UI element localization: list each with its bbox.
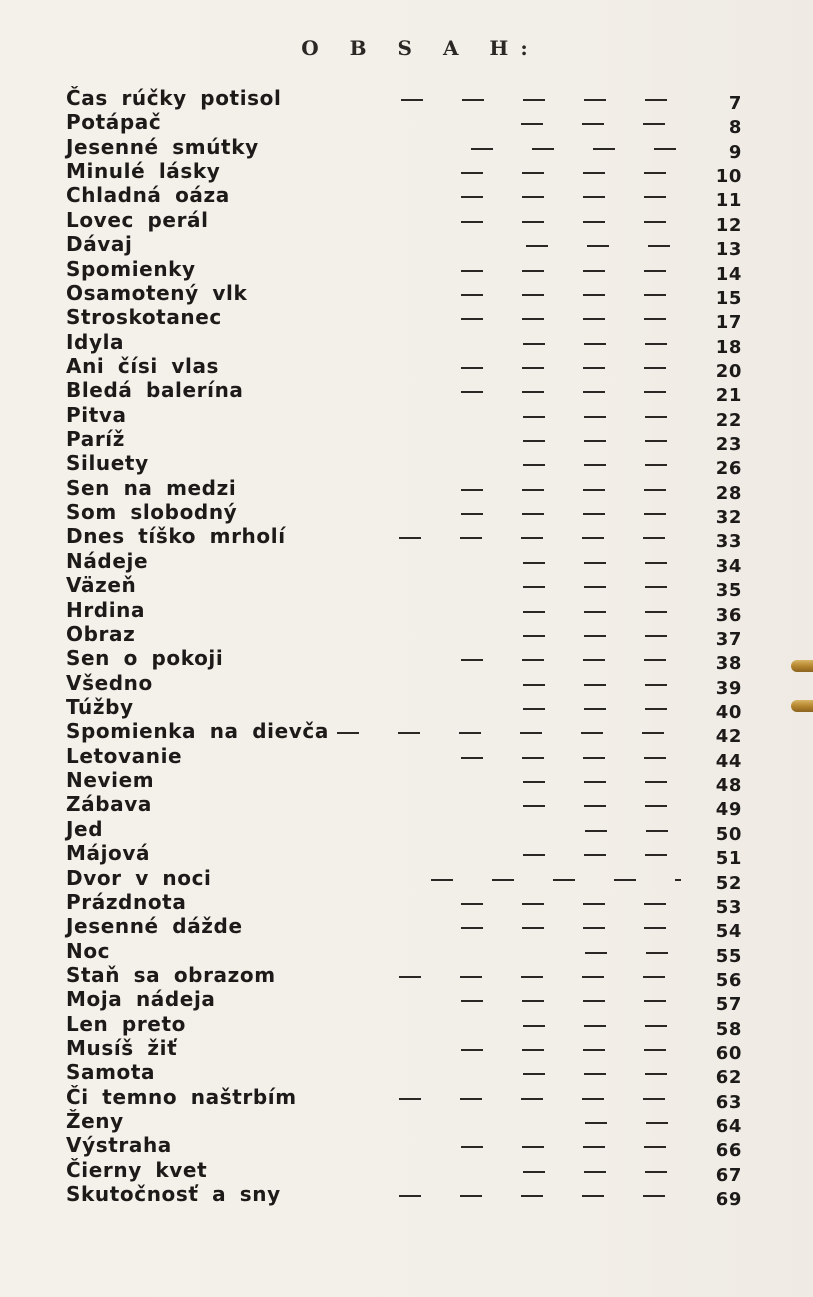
toc-leader-dashes	[401, 99, 681, 101]
toc-entry-title: Spomienka na dievča	[66, 719, 329, 744]
toc-entry	[66, 500, 756, 529]
toc-leader-dashes	[523, 416, 681, 418]
toc-entry-title: Idyla	[66, 329, 125, 354]
toc-entry-page-number: 49	[715, 799, 742, 821]
toc-entry-page-number: 53	[715, 896, 742, 918]
toc-entry	[66, 86, 756, 114]
toc-leader-dashes	[337, 732, 681, 734]
toc-entry-page-number: 10	[715, 166, 742, 188]
toc-entry-title: Dvor v noci	[66, 865, 212, 890]
toc-entry	[66, 694, 756, 723]
toc-entry	[66, 1182, 756, 1211]
toc-entry	[66, 646, 756, 675]
toc-entry-title: Noc	[66, 938, 111, 963]
toc-entry-title: Dnes tíško mrholí	[66, 524, 286, 549]
toc-entry-title: Osamotený vlk	[66, 280, 248, 305]
toc-entry	[66, 573, 756, 602]
toc-entry	[66, 962, 756, 991]
toc-entry-page-number: 33	[715, 531, 742, 553]
toc-entry-page-number: 8	[728, 117, 742, 139]
toc-leader-dashes	[585, 830, 681, 832]
toc-entry	[66, 110, 756, 139]
toc-entry-title: Stroskotanec	[66, 305, 222, 330]
toc-leader-dashes	[523, 708, 681, 710]
toc-entry-page-number: 58	[715, 1018, 742, 1040]
toc-entry	[66, 792, 756, 821]
toc-entry-page-number: 18	[715, 336, 742, 358]
toc-entry-title: Zábava	[66, 792, 152, 817]
toc-entry-page-number: 64	[715, 1116, 742, 1138]
toc-leader-dashes	[461, 1049, 681, 1051]
toc-entry	[66, 353, 756, 382]
toc-leader-dashes	[523, 781, 681, 783]
toc-entry-page-number: 14	[715, 263, 742, 285]
toc-entry	[66, 402, 756, 431]
toc-leader-dashes	[523, 343, 681, 345]
toc-entry	[66, 841, 756, 870]
toc-entry	[66, 743, 756, 772]
toc-entry-title: Ani čísi vlas	[66, 353, 220, 378]
toc-entry-title: Len preto	[66, 1011, 186, 1036]
toc-entry	[66, 816, 756, 845]
toc-entry-page-number: 52	[715, 872, 742, 894]
toc-entry-page-number: 23	[715, 434, 742, 456]
toc-entry-page-number: 36	[715, 604, 742, 626]
toc-entry	[66, 305, 756, 334]
toc-entry-page-number: 54	[715, 921, 742, 943]
toc-entry-page-number: 38	[715, 653, 742, 675]
toc-entry-page-number: 62	[715, 1067, 742, 1089]
toc-entry-page-number: 57	[715, 994, 742, 1016]
toc-entry-title: Spomienky	[66, 256, 196, 281]
toc-leader-dashes	[523, 562, 681, 564]
toc-leader-dashes	[523, 440, 681, 442]
toc-leader-dashes	[399, 1098, 681, 1100]
toc-entry-page-number: 34	[715, 555, 742, 577]
toc-entry	[66, 427, 756, 456]
toc-entry-page-number: 66	[715, 1140, 742, 1162]
toc-entry	[66, 670, 756, 699]
toc-entry-page-number: 60	[715, 1043, 742, 1065]
toc-leader-dashes	[461, 318, 681, 320]
toc-entry-page-number: 67	[715, 1164, 742, 1186]
toc-entry-title: Nádeje	[66, 548, 149, 573]
toc-entry-page-number: 63	[715, 1091, 742, 1113]
toc-leader-dashes	[461, 367, 681, 369]
toc-entry-page-number: 7	[728, 93, 742, 114]
toc-leader-dashes	[523, 464, 681, 466]
toc-entry	[66, 768, 756, 797]
toc-entry-title: Som slobodný	[66, 500, 238, 525]
toc-entry-title: Čas rúčky potisol	[66, 86, 282, 110]
toc-entry-title: Chladná oáza	[66, 183, 230, 208]
toc-leader-dashes	[523, 1073, 681, 1075]
toc-entry	[66, 159, 756, 188]
toc-leader-dashes	[523, 684, 681, 686]
toc-entry	[66, 719, 756, 748]
toc-entry-page-number: 21	[715, 385, 742, 407]
toc-entry	[66, 914, 756, 943]
toc-leader-dashes	[471, 148, 681, 150]
toc-entry-title: Staň sa obrazom	[66, 962, 276, 987]
toc-entry-title: Pitva	[66, 402, 127, 427]
toc-entry-title: Výstraha	[66, 1133, 172, 1158]
toc-entry-title: Jed	[66, 816, 104, 841]
toc-leader-dashes	[461, 757, 681, 759]
toc-leader-dashes	[461, 1146, 681, 1148]
toc-leader-dashes	[523, 611, 681, 613]
toc-leader-dashes	[521, 123, 681, 125]
toc-leader-dashes	[461, 172, 681, 174]
toc-entry	[66, 256, 756, 285]
toc-entry-page-number: 9	[728, 141, 742, 163]
toc-entry-page-number: 42	[715, 726, 742, 748]
toc-entry-page-number: 17	[715, 312, 742, 334]
toc-entry	[66, 280, 756, 309]
toc-leader-dashes	[461, 391, 681, 393]
toc-entry-page-number: 13	[715, 239, 742, 261]
toc-entry	[66, 1011, 756, 1040]
toc-entry	[66, 524, 756, 553]
toc-entry-page-number: 44	[715, 750, 742, 772]
toc-entry-page-number: 40	[715, 701, 742, 723]
toc-entry	[66, 329, 756, 358]
toc-leader-dashes	[431, 879, 681, 881]
toc-entry-page-number: 11	[715, 190, 742, 212]
toc-leader-dashes	[523, 586, 681, 588]
toc-entry	[66, 475, 756, 504]
toc-leader-dashes	[461, 513, 681, 515]
toc-entry-title: Minulé lásky	[66, 159, 221, 184]
toc-entry-page-number: 32	[715, 507, 742, 529]
toc-entry-title: Neviem	[66, 768, 155, 793]
toc-entry-title: Obraz	[66, 621, 136, 646]
toc-entry-page-number: 69	[715, 1189, 742, 1211]
toc-entry-title: Sen o pokoji	[66, 646, 224, 671]
toc-entry-page-number: 37	[715, 628, 742, 650]
toc-entry-title: Väzeň	[66, 573, 137, 598]
toc-entry	[66, 1157, 756, 1186]
table-of-contents	[66, 86, 756, 1211]
toc-entry-title: Skutočnosť a sny	[66, 1182, 281, 1207]
toc-leader-dashes	[461, 659, 681, 661]
toc-entry-title: Sen na medzi	[66, 475, 237, 500]
toc-entry-title: Siluety	[66, 451, 149, 476]
toc-entry-title: Letovanie	[66, 743, 183, 768]
page-title: O B S A H:	[301, 36, 540, 60]
toc-leader-dashes	[399, 1195, 681, 1197]
toc-entry-title: Či temno naštrbím	[66, 1084, 297, 1109]
toc-leader-dashes	[526, 245, 681, 247]
toc-entry-page-number: 26	[715, 458, 742, 480]
toc-entry-page-number: 39	[715, 677, 742, 699]
toc-entry-page-number: 22	[715, 409, 742, 431]
toc-leader-dashes	[523, 854, 681, 856]
toc-entry	[66, 597, 756, 626]
toc-entry-title: Samota	[66, 1060, 156, 1085]
toc-entry	[66, 1036, 756, 1065]
toc-entry-title: Ženy	[66, 1109, 124, 1134]
toc-entry-page-number: 48	[715, 775, 742, 797]
toc-entry-title: Musíš žiť	[66, 1036, 178, 1061]
toc-entry-title: Všedno	[66, 670, 153, 695]
toc-entry	[66, 1084, 756, 1113]
toc-entry-title: Čierny kvet	[66, 1157, 208, 1182]
toc-entry-page-number: 51	[715, 848, 742, 870]
toc-leader-dashes	[523, 635, 681, 637]
toc-entry-page-number: 15	[715, 287, 742, 309]
toc-entry	[66, 207, 756, 236]
toc-entry-page-number: 50	[715, 823, 742, 845]
toc-entry-title: Májová	[66, 841, 151, 866]
toc-leader-dashes	[523, 1171, 681, 1173]
toc-leader-dashes	[461, 221, 681, 223]
toc-leader-dashes	[461, 196, 681, 198]
toc-leader-dashes	[461, 903, 681, 905]
toc-leader-dashes	[399, 537, 681, 539]
toc-entry	[66, 987, 756, 1016]
toc-entry	[66, 1060, 756, 1089]
toc-entry-title: Paríž	[66, 427, 125, 452]
toc-entry-page-number: 55	[715, 945, 742, 967]
toc-leader-dashes	[461, 294, 681, 296]
toc-leader-dashes	[585, 952, 681, 954]
toc-entry-title: Moja nádeja	[66, 987, 216, 1012]
toc-entry	[66, 183, 756, 212]
toc-leader-dashes	[461, 270, 681, 272]
toc-entry-title: Hrdina	[66, 597, 146, 622]
toc-leader-dashes	[585, 1122, 681, 1124]
toc-entry	[66, 232, 756, 261]
toc-leader-dashes	[399, 976, 681, 978]
toc-entry	[66, 548, 756, 577]
toc-entry-title: Jesenné smútky	[66, 134, 259, 159]
toc-entry-page-number: 56	[715, 969, 742, 991]
toc-entry	[66, 378, 756, 407]
toc-entry-title: Prázdnota	[66, 889, 187, 914]
toc-leader-dashes	[461, 1000, 681, 1002]
binder-ring-icon	[791, 700, 813, 712]
toc-entry-page-number: 35	[715, 580, 742, 602]
toc-entry-page-number: 12	[715, 214, 742, 236]
toc-entry-title: Lovec perál	[66, 207, 209, 232]
toc-entry-title: Jesenné dážde	[66, 914, 243, 939]
toc-entry	[66, 134, 756, 163]
toc-entry-title: Bledá balerína	[66, 378, 244, 403]
toc-leader-dashes	[523, 805, 681, 807]
toc-leader-dashes	[461, 489, 681, 491]
toc-entry	[66, 621, 756, 650]
toc-entry-title: Túžby	[66, 694, 134, 719]
toc-entry	[66, 865, 756, 894]
toc-entry-title: Dávaj	[66, 232, 133, 257]
toc-leader-dashes	[461, 927, 681, 929]
toc-entry	[66, 451, 756, 480]
toc-entry	[66, 889, 756, 918]
binder-ring-icon	[791, 660, 813, 672]
toc-entry-page-number: 28	[715, 482, 742, 504]
toc-entry-page-number: 20	[715, 360, 742, 382]
toc-entry	[66, 938, 756, 967]
toc-entry-title: Potápač	[66, 110, 162, 135]
toc-entry	[66, 1133, 756, 1162]
toc-entry	[66, 1109, 756, 1138]
toc-leader-dashes	[523, 1025, 681, 1027]
